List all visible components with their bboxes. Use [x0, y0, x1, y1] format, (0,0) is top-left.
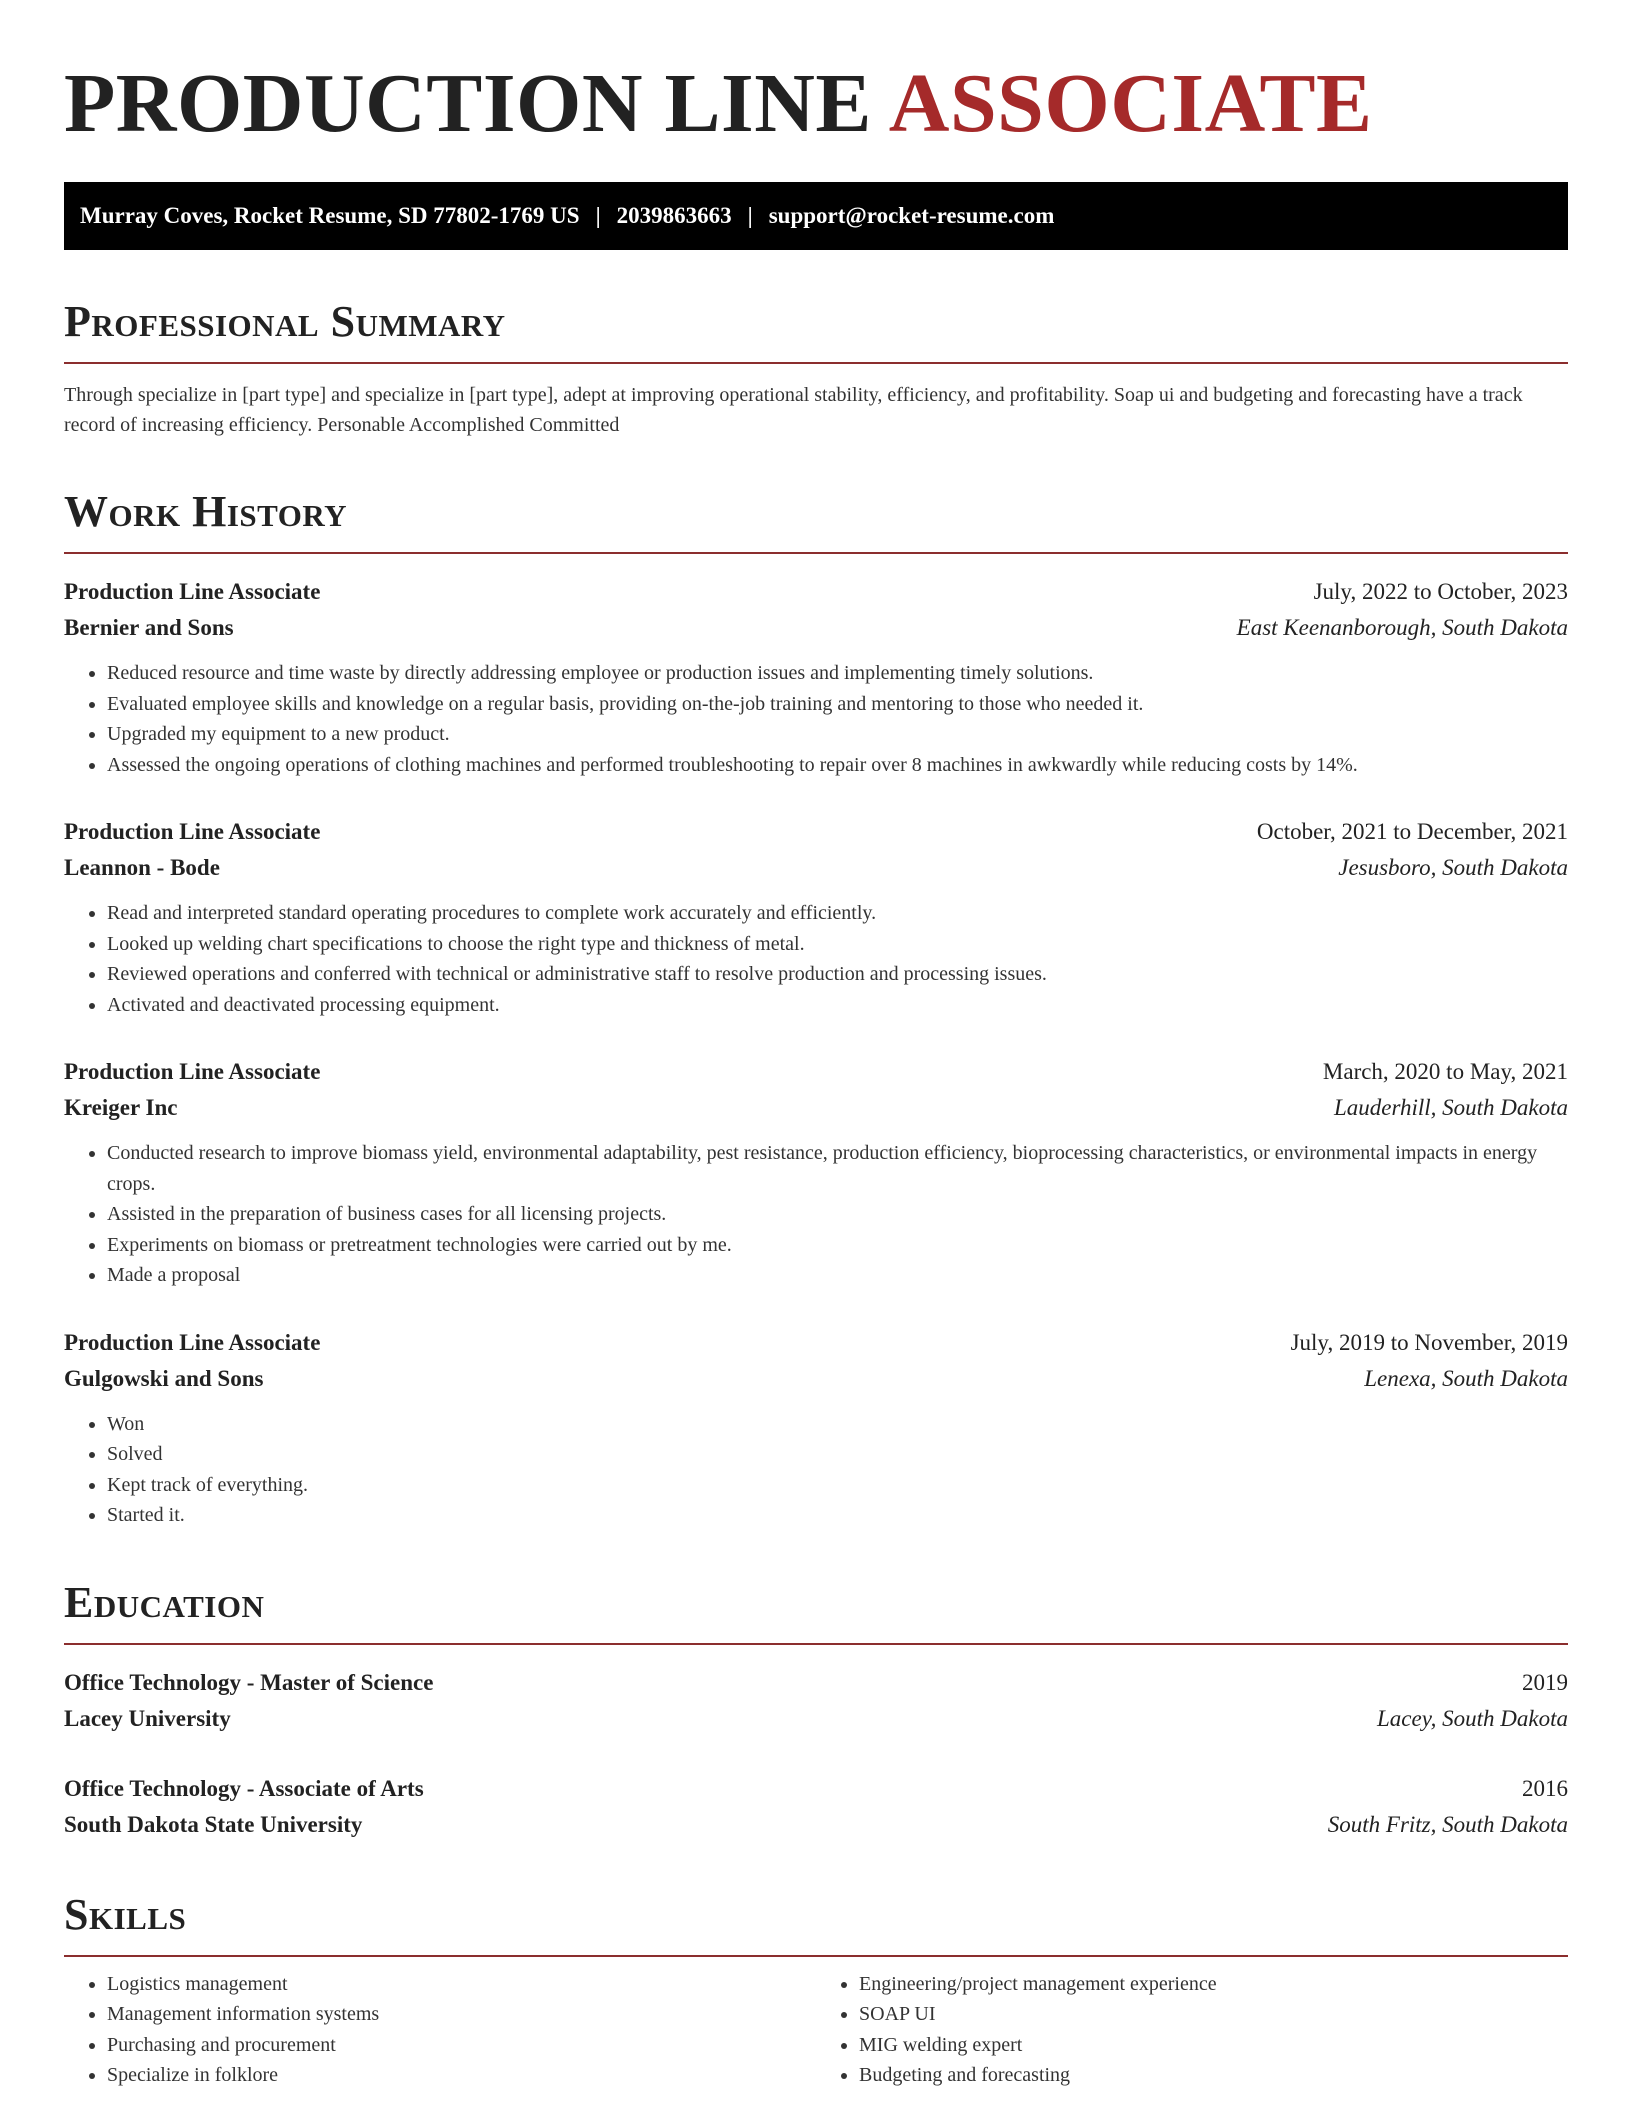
education-entry: [64, 1771, 1568, 1843]
job-company: Gulgowski and Sons: [64, 1365, 264, 1391]
job-company-row: [64, 850, 1568, 886]
job-dates: July, 2019 to November, 2019: [1290, 1329, 1568, 1355]
education-degree-row: [64, 1771, 1568, 1807]
education-year: 2019: [1522, 1669, 1568, 1695]
contact-separator: |: [747, 203, 753, 228]
work-history-heading: Work History: [64, 487, 348, 536]
job-title: Production Line Associate: [64, 1059, 321, 1084]
list-item: • Reviewed operations and conferred with technical or administrative staff to resolve production and processing issues.: [107, 959, 1568, 990]
job-company: Leannon - Bode: [64, 855, 220, 880]
job-title: Production Line Associate: [64, 579, 321, 604]
education-degree: Office Technology - Master of Science: [64, 1669, 434, 1695]
list-item: • Activated and deactivated processing equipment.: [107, 990, 1568, 1021]
job-company: Bernier and Sons: [64, 615, 234, 640]
job-location: Jesusboro, South Dakota: [1338, 855, 1568, 880]
education-heading: Education: [64, 1577, 265, 1627]
job-title: Production Line Associate: [64, 819, 321, 844]
education-year: 2016: [1522, 1775, 1568, 1801]
list-item: • Assessed the ongoing operations of clothing machines and performed troubleshooting to repair over 8 machines in awkwardly while reducing costs by 14%.: [107, 750, 1568, 781]
skill-item: • Management information systems: [107, 1999, 816, 2030]
contact-address: Murray Coves, Rocket Resume, SD 77802-1769 US: [80, 203, 580, 228]
list-item: • Evaluated employee skills and knowledge on a regular basis, providing on-the-job training and mentoring to those who needed it.: [107, 689, 1568, 720]
skills-column-right: [816, 1969, 1568, 2091]
job-company-row: [64, 610, 1568, 646]
job-header-row: [64, 1325, 1568, 1361]
job-company-row: [64, 1090, 1568, 1126]
list-item: • Started it.: [107, 1500, 1568, 1531]
skill-item: • Logistics management: [107, 1969, 816, 2000]
job-entry: [64, 1054, 1568, 1291]
list-item: • Made a proposal: [107, 1260, 1568, 1291]
job-bullets: [64, 658, 1568, 780]
list-item: • Kept track of everything.: [107, 1470, 1568, 1501]
list-item: • Experiments on biomass or pretreatment technologies were carried out by me.: [107, 1230, 1568, 1261]
summary-text: Through specialize in [part type] and specialize in [part type], adept at improving operational stability, efficiency, and profitability. Soap ui and budgeting and forecasting have a track record of increasing efficiency. Personable Accomplished Committed: [64, 384, 1523, 436]
education-school-row: [64, 1807, 1568, 1843]
job-location: Lenexa, South Dakota: [1364, 1365, 1568, 1391]
list-item: • Read and interpreted standard operating procedures to complete work accurately and efficiently.: [107, 898, 1568, 929]
education-location: Lacey, South Dakota: [1377, 1705, 1568, 1731]
education-entry: [64, 1665, 1568, 1737]
summary-heading: Professional Summary: [64, 297, 506, 346]
section-divider: [64, 552, 1568, 554]
contact-email: support@rocket-resume.com: [768, 203, 1055, 228]
contact-separator: |: [595, 203, 601, 228]
education-degree-row: [64, 1665, 1568, 1701]
title-main: PRODUCTION LINE: [64, 57, 872, 150]
skills-column-left: [64, 1969, 816, 2091]
title-accent: ASSOCIATE: [888, 57, 1373, 150]
list-item: • Reduced resource and time waste by directly addressing employee or production issues and implementing timely solutions.: [107, 658, 1568, 689]
job-location: East Keenanborough, South Dakota: [1236, 615, 1568, 640]
job-header-row: [64, 574, 1568, 610]
job-header-row: [64, 814, 1568, 850]
list-item: • Upgraded my equipment to a new product.: [107, 719, 1568, 750]
job-company-row: [64, 1361, 1568, 1397]
skill-item: • MIG welding expert: [859, 2030, 1568, 2061]
job-dates: March, 2020 to May, 2021: [1322, 1059, 1568, 1084]
job-entry: [64, 574, 1568, 780]
job-location: Lauderhill, South Dakota: [1333, 1095, 1568, 1120]
job-header-row: [64, 1054, 1568, 1090]
list-item: • Won: [107, 1409, 1568, 1440]
list-item: • Solved: [107, 1439, 1568, 1470]
list-item: • Assisted in the preparation of business cases for all licensing projects.: [107, 1199, 1568, 1230]
section-divider: [64, 1643, 1568, 1645]
job-dates: October, 2021 to December, 2021: [1256, 819, 1568, 844]
job-company: Kreiger Inc: [64, 1095, 178, 1120]
skill-item: • Purchasing and procurement: [107, 2030, 816, 2061]
list-item: • Looked up welding chart specifications to choose the right type and thickness of metal.: [107, 929, 1568, 960]
skill-item: • Budgeting and forecasting: [859, 2060, 1568, 2091]
contact-bar: [64, 182, 1568, 250]
contact-phone: 2039863663: [616, 203, 732, 228]
job-dates: July, 2022 to October, 2023: [1313, 579, 1568, 604]
job-bullets: [64, 898, 1568, 1020]
skill-item: • SOAP UI: [859, 1999, 1568, 2030]
job-bullets: [64, 1409, 1568, 1531]
education-school: Lacey University: [64, 1705, 231, 1731]
education-school: South Dakota State University: [64, 1811, 363, 1837]
resume-title: [64, 56, 1568, 152]
skills-heading: Skills: [64, 1889, 187, 1939]
education-school-row: [64, 1701, 1568, 1737]
job-bullets: [64, 1138, 1568, 1291]
section-divider: [64, 362, 1568, 364]
education-degree: Office Technology - Associate of Arts: [64, 1775, 424, 1801]
skill-item: • Engineering/project management experience: [859, 1969, 1568, 2000]
list-item: • Conducted research to improve biomass yield, environmental adaptability, pest resistance, production efficiency, bioprocessing characteristics, or environmental impacts in energy crops.: [107, 1138, 1568, 1199]
job-entry: [64, 814, 1568, 1020]
job-entry: [64, 1325, 1568, 1531]
skills-list: [64, 1969, 1568, 2091]
section-divider: [64, 1955, 1568, 1957]
skill-item: • Specialize in folklore: [107, 2060, 816, 2091]
education-location: South Fritz, South Dakota: [1327, 1811, 1568, 1837]
job-title: Production Line Associate: [64, 1329, 321, 1355]
